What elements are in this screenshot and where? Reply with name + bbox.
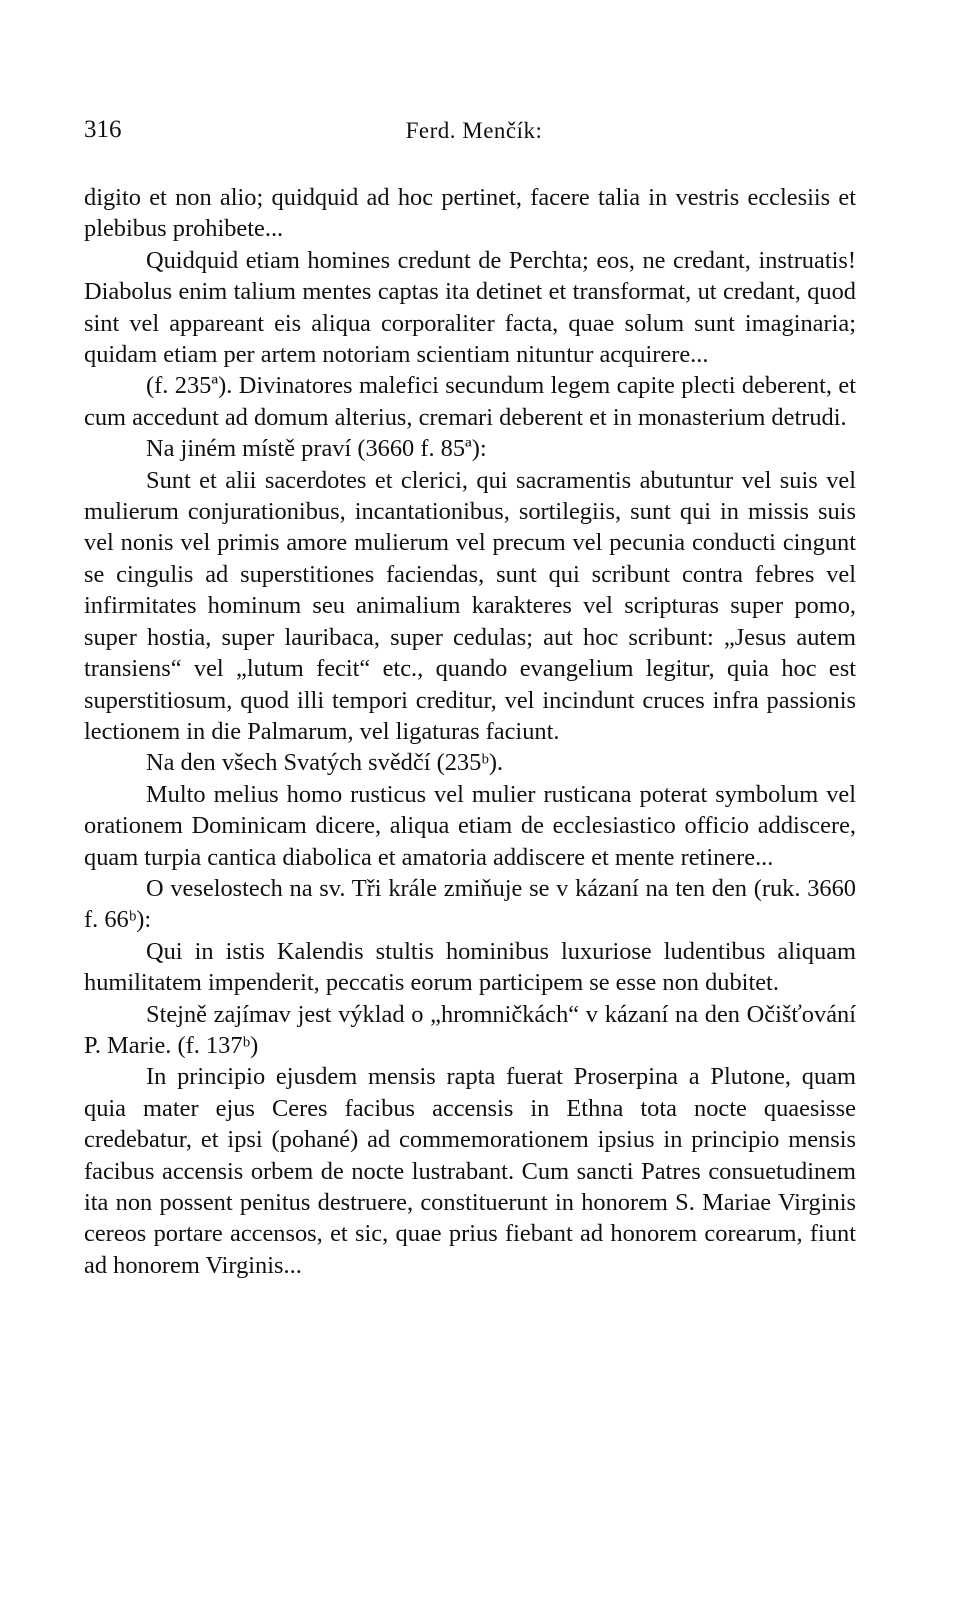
paragraph: Multo melius homo rusticus vel mulier rusticana poterat symbolum vel orationem Dominicam dicere, aliqua etiam de ecclesiastico officio addiscere, quam turpia cantica diabolica et amatoria addiscere et mente retinere... <box>84 780 856 871</box>
paragraph: Sunt et alii sacerdotes et clerici, qui sacramentis abutuntur vel suis vel mulierum conjurationibus, incantationibus, sortilegiis, sunt qui in missis suis vel nonis vel primis amore mulierum vel precum vel pecunia conducti cingunt se cingulis ad superstitiones faciendas, sunt qui scribunt contra febres vel infirmitates hominum seu animalium karakteres vel scripturas super pomo, super hostia, super lauribaca, super cedulas; aut hoc scribunt: „Jesus autem transiens“ vel „lutum fecit“ etc., quando evangelium legitur, quia hoc est superstitiosum, quod illi tempori creditur, vel incindunt cruces infra passionis lectionem in die Palmarum, vel ligaturas faciunt. <box>84 466 856 745</box>
paragraph: Quidquid etiam homines credunt de Perchta; eos, ne credant, instruatis! Diabolus enim talium mentes captas ita detinet et transformat, ut credant, quod sint vel appareant eis aliqua corporaliter facta, quae solum sunt imaginaria; quidam etiam per artem notoriam scientiam nituntur acquirere... <box>84 246 856 369</box>
page-header <box>84 116 864 148</box>
paragraph: Qui in istis Kalendis stultis hominibus luxuriose ludentibus aliquam humilitatem impenderit, peccatis eorum participem se esse non dubitet. <box>84 937 856 997</box>
paragraph: Na jiném místě praví (3660 f. 85ª): <box>146 435 487 463</box>
running-title: Ferd. Menčík: <box>405 118 543 143</box>
page-number: 316 <box>84 116 122 143</box>
paragraph: O veselostech na sv. Tři krále zmiňuje se v kázaní na ten den (ruk. 3660 f. 66ᵇ): <box>84 874 856 934</box>
paragraph: In principio ejusdem mensis rapta fuerat Proserpina a Plutone, quam quia mater ejus Ceres facibus accensis in Ethna tota nocte quaesisse credebatur, et ipsi (pohané) ad commemorationem ipsius in principio mensis facibus accensis orbem de nocte lustrabant. Cum sancti Patres consuetudinem ita non possent penitus destruere, constituerunt in honorem S. Mariae Virginis cereos portare accensos, et sic, quae prius fiebant ad honorem corearum, fiunt ad honorem Virginis... <box>84 1063 856 1279</box>
paragraph: digito et non alio; quidquid ad hoc pertinet, facere talia in vestris ecclesiis et plebibus prohibete... <box>84 184 856 243</box>
body-text <box>84 182 856 1281</box>
paragraph: Na den všech Svatých svědčí (235ᵇ). <box>146 749 504 777</box>
paragraph: Stejně zajímav jest výklad o „hromničkách“ v kázaní na den Očišťování P. Marie. (f. 137ᵇ) <box>84 1000 856 1059</box>
paragraph: (f. 235ª). Divinatores malefici secundum legem capite plecti deberent, et cum accedunt ad domum alterius, cremari deberent et in monasterium detrudi. <box>84 372 856 431</box>
